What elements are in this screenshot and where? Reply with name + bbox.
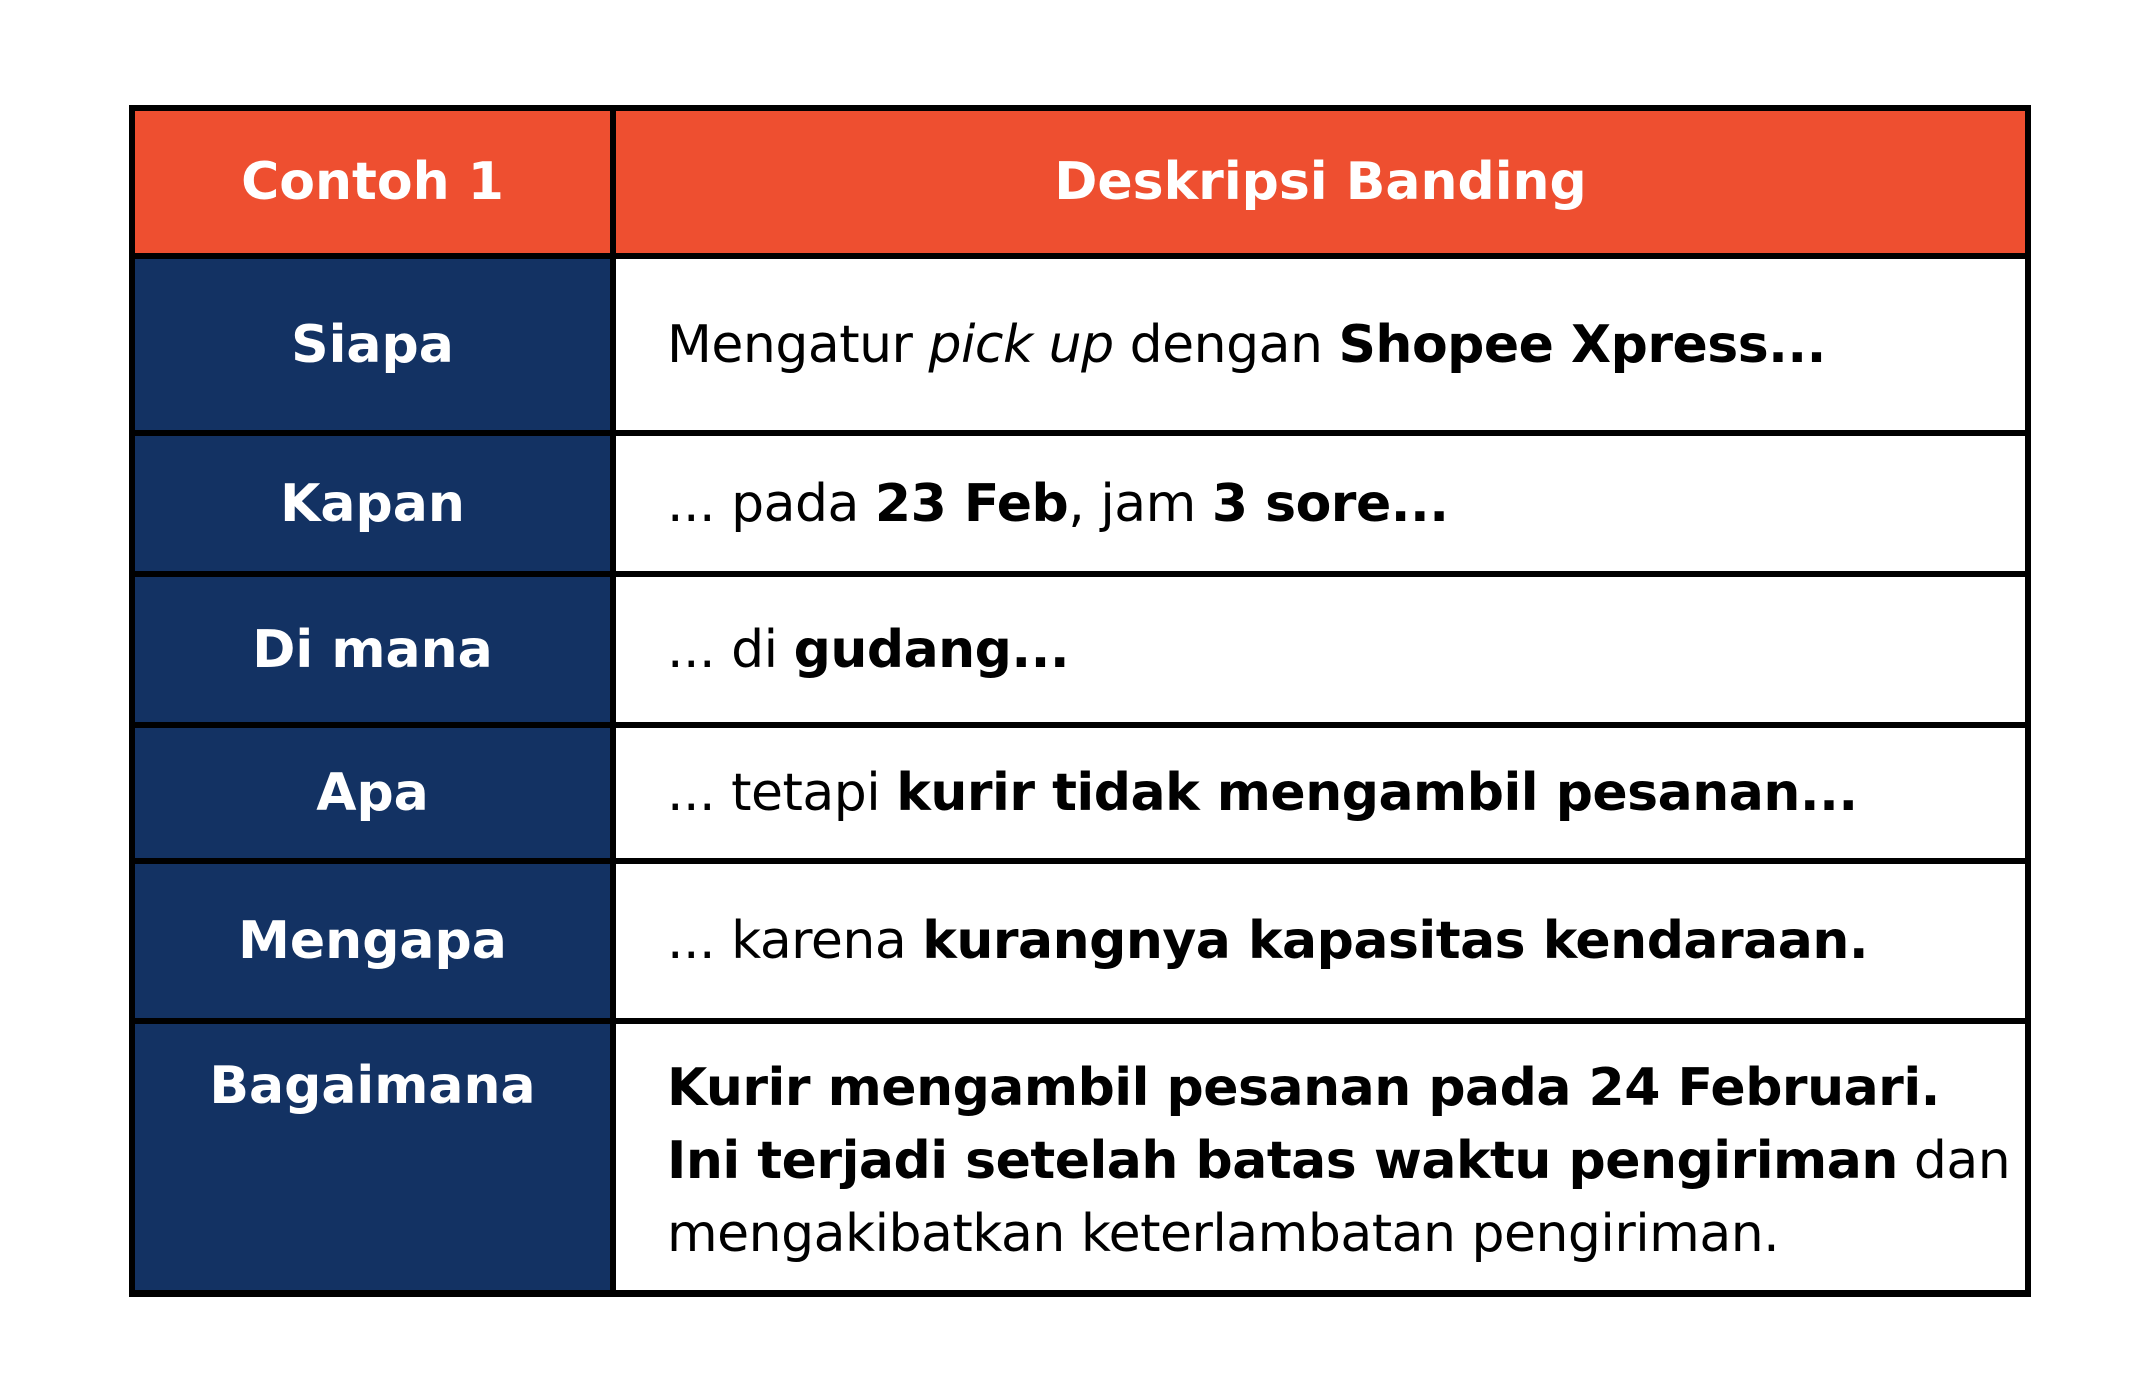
row-label-text: Apa: [316, 763, 429, 823]
row-label-text: Kapan: [280, 473, 465, 534]
description-text: ... tetapi kurir tidak mengambil pesanan...: [667, 763, 1858, 823]
row-label-mengapa: [135, 864, 610, 1018]
row-description-kapan: [616, 436, 2025, 571]
row-label-text: Di mana: [252, 619, 493, 680]
row-label-siapa: [135, 259, 610, 430]
row-label-text: Siapa: [291, 314, 454, 375]
row-label-apa: [135, 728, 610, 858]
row-label-bagaimana: [135, 1024, 610, 1290]
row-description-bagaimana: [616, 1024, 2025, 1290]
appeal-example-table: [129, 105, 2031, 1297]
description-text: ... pada 23 Feb, jam 3 sore...: [667, 473, 1449, 534]
row-description-apa: [616, 728, 2025, 858]
description-line-2: Ini terjadi setelah batas waktu pengiriman dan: [667, 1131, 2011, 1191]
row-label-text: Mengapa: [238, 911, 507, 971]
row-label-text: Bagaimana: [209, 1056, 536, 1116]
row-description-siapa: [616, 259, 2025, 430]
row-description-di-mana: [616, 577, 2025, 722]
description-line-1: Kurir mengambil pesanan pada 24 Februari.: [667, 1058, 1940, 1118]
row-description-mengapa: [616, 864, 2025, 1018]
row-label-di-mana: [135, 577, 610, 722]
description-text: Mengatur pick up dengan Shopee Xpress...: [667, 314, 1826, 375]
description-line-3: mengakibatkan keterlambatan pengiriman.: [667, 1204, 1780, 1264]
row-label-kapan: [135, 436, 610, 571]
description-text: ... karena kurangnya kapasitas kendaraan.: [667, 911, 1869, 971]
header-example-label: [135, 111, 610, 253]
header-example-text: Contoh 1: [241, 152, 504, 212]
header-description-label: [616, 111, 2025, 253]
header-description-text: Deskripsi Banding: [1054, 152, 1587, 212]
description-text: ... di gudang...: [667, 619, 1070, 680]
